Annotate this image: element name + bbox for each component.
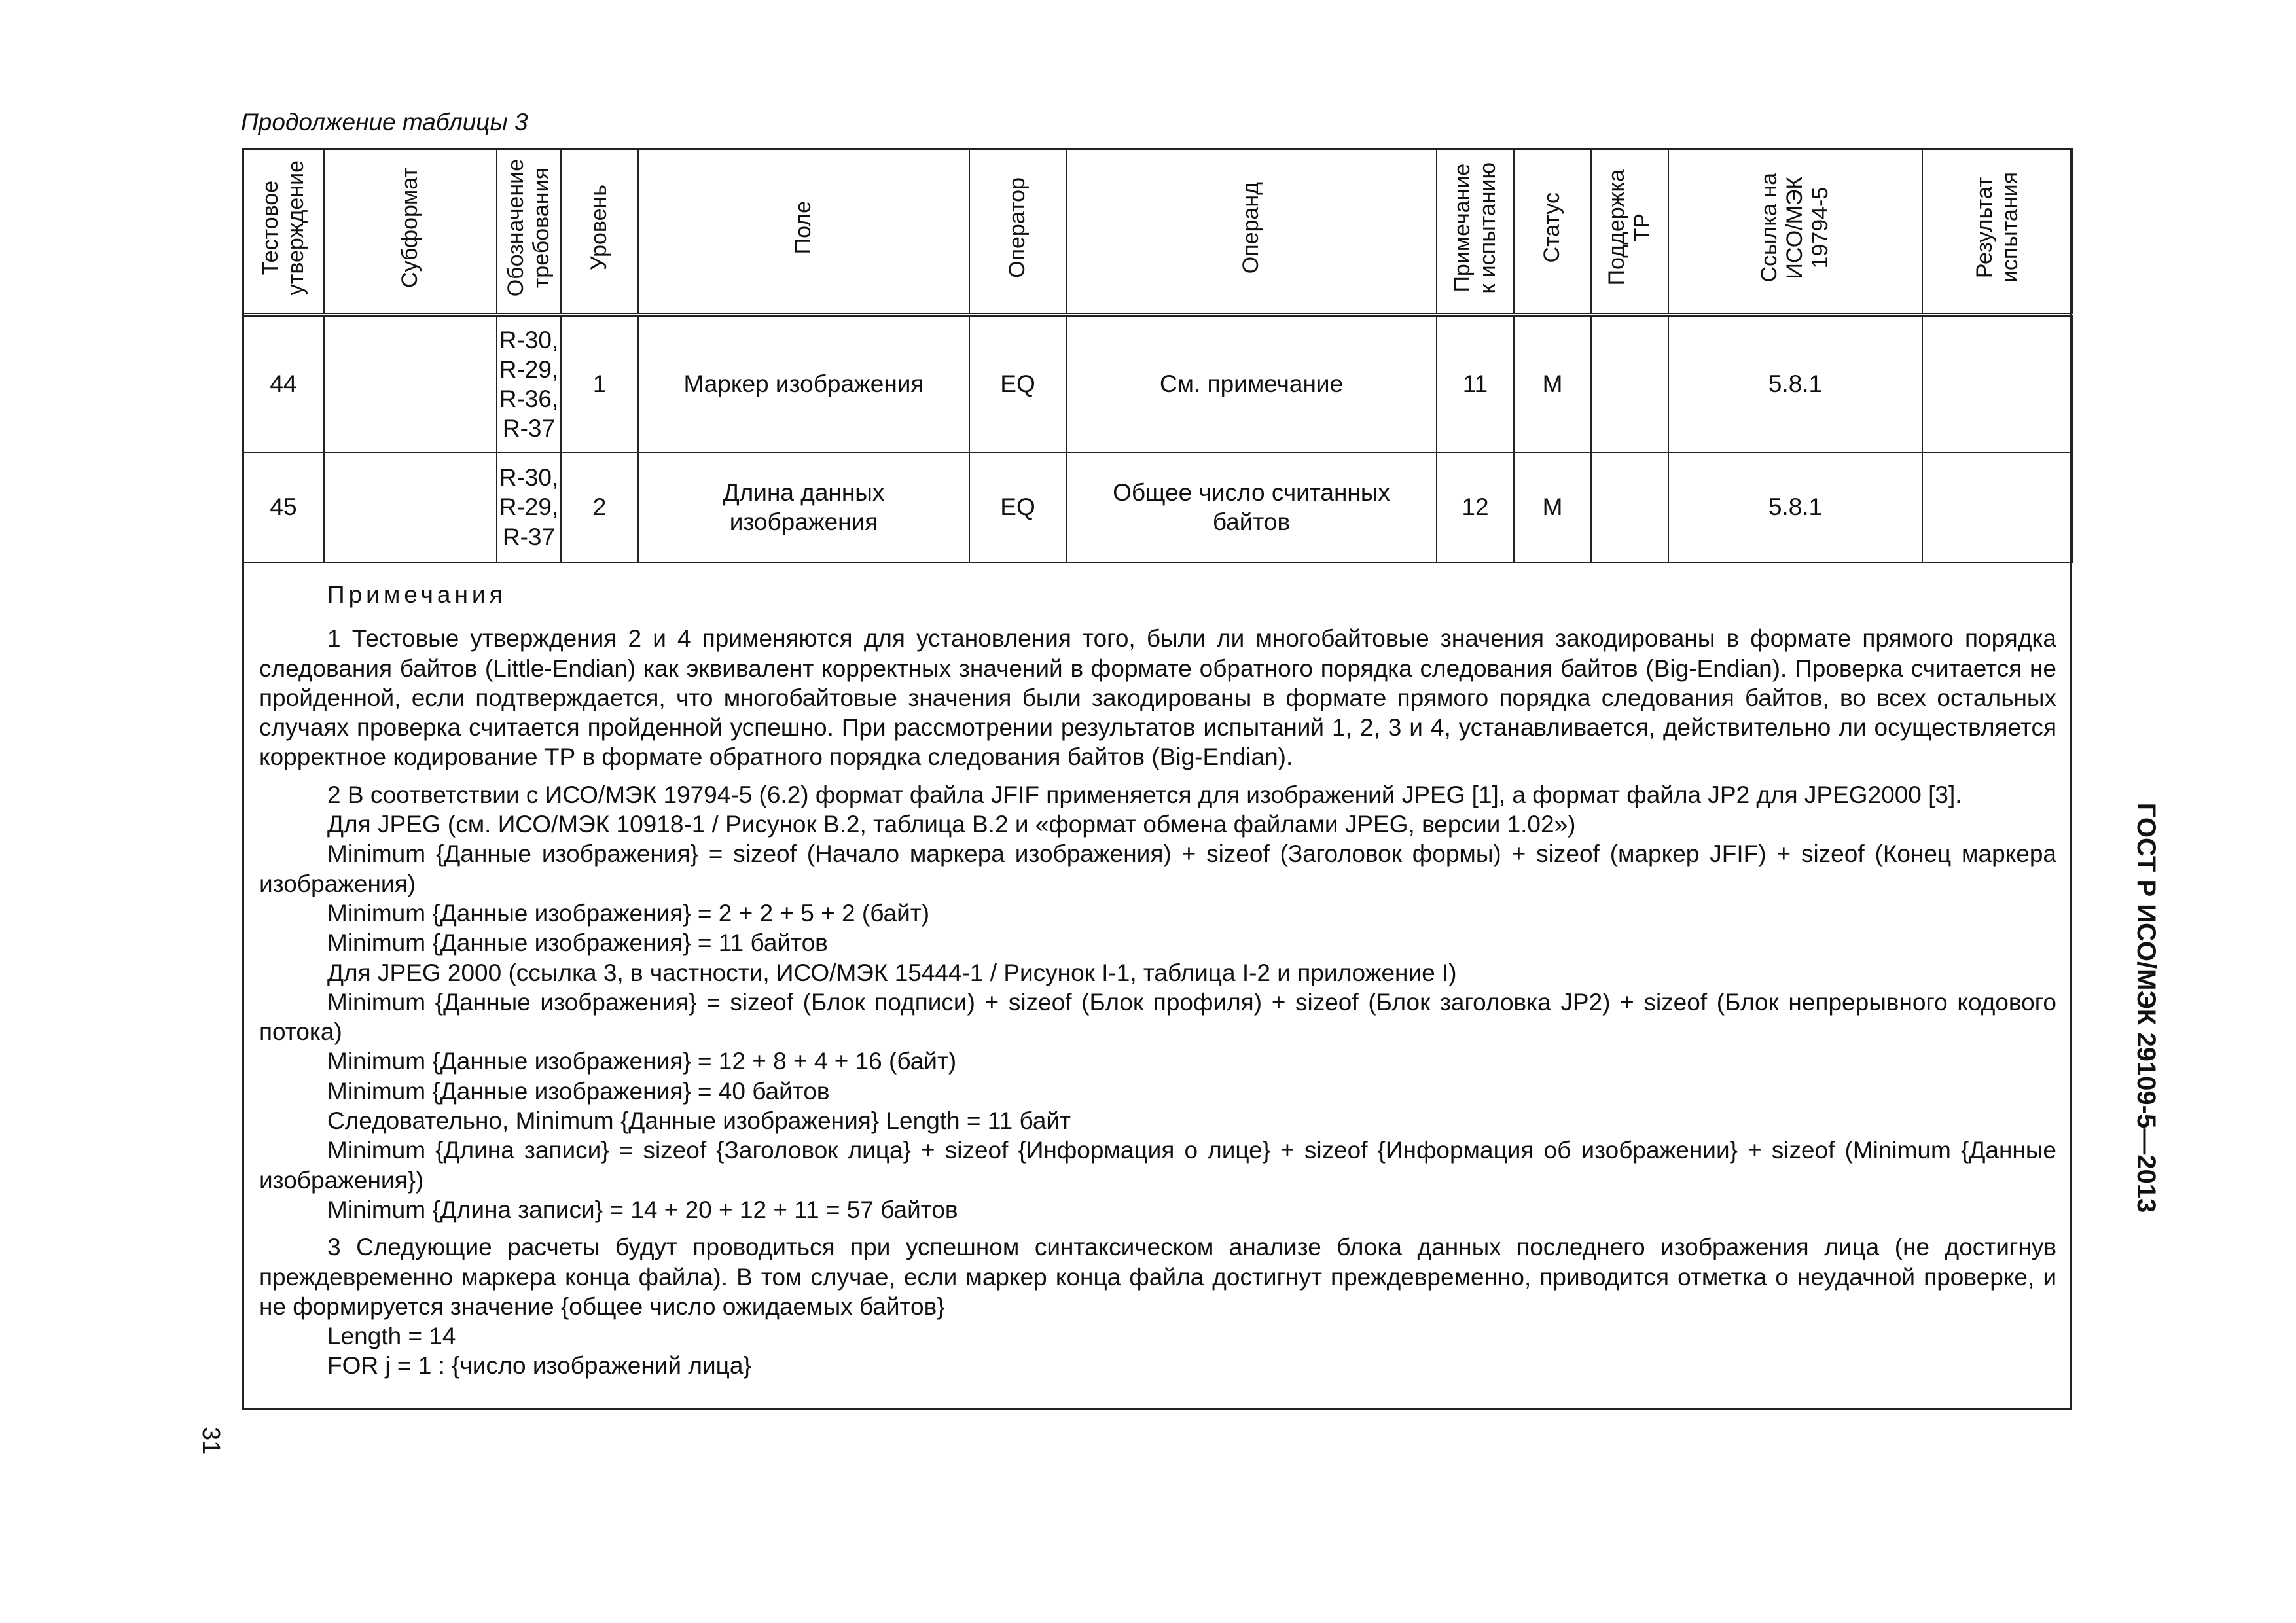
- col-header-subformat: Субформат: [324, 149, 497, 315]
- cell-reference: 5.8.1: [1668, 452, 1922, 562]
- col-header-level: Уровень: [561, 149, 638, 315]
- note-2-line: Minimum {Данные изображения} = 12 + 8 + 4 + 16 (байт): [327, 1048, 957, 1075]
- col-header-field: Поле: [638, 149, 969, 315]
- cell-operator: EQ: [969, 452, 1066, 562]
- col-header-operator: Оператор: [969, 149, 1066, 315]
- cell-test-note: 11: [1437, 315, 1514, 452]
- notes-header: Примечания: [327, 581, 507, 608]
- note-2-line: Для JPEG 2000 (ссылка 3, в частности, ИСО/МЭК 15444-1 / Рисунок I-1, таблица I-2 и приложение I): [327, 959, 1457, 986]
- note-1: 1 Тестовые утверждения 2 и 4 применяются для установления того, были ли многобайтовые значения закодированы в формате прямого порядка следования байтов (Little-Endian) как эквивалент корректных значений в формате обратного порядка следования байтов (Big-Endian). Проверка считается не пройденной, если подтверждается, что многобайтовые значения были закодированы в формате прямого порядка следования байтов, во всех остальных случаях проверка считается пройденной успешно. При рассмотрении результатов испытаний 1, 2, 3 и 4, устанавливается, действительно ли осуществляется корректное кодирование ТР в формате обратного порядка следования байтов (Big-Endian).: [259, 625, 2056, 771]
- note-3-line: Length = 14: [327, 1323, 456, 1350]
- notes-block: [259, 580, 2056, 1381]
- col-header-status: Статус: [1514, 149, 1591, 315]
- note-2-line: Minimum {Данные изображения} = 40 байтов: [327, 1077, 830, 1105]
- note-2-line: Minimum {Данные изображения} = 11 байтов: [327, 929, 828, 957]
- col-header-test: Тестовое утверждение: [243, 149, 324, 315]
- header-row: [243, 149, 2073, 315]
- col-header-operand: Операнд: [1066, 149, 1437, 315]
- note-2: 2 В соответствии с ИСО/МЭК 19794-5 (6.2) формат файла JFIF применяется для изображений JPEG [1], а формат файла JP2 для JPEG2000 [3].: [327, 781, 1962, 808]
- cell-operand: См. примечание: [1066, 315, 1437, 452]
- col-header-requirement: Обозначение требования: [497, 149, 561, 315]
- note-2-line: Minimum {Длина записи} = sizeof {Заголовок лица} + sizeof {Информация о лице} + sizeof {Информация об изображении} + sizeof (Minimum {Данные изображения}): [259, 1137, 2056, 1194]
- cell-reference: 5.8.1: [1668, 315, 1922, 452]
- cell-status: M: [1514, 452, 1591, 562]
- note-2-line: Minimum {Данные изображения} = 2 + 2 + 5 + 2 (байт): [327, 899, 930, 927]
- cell-tp-support: [1591, 452, 1668, 562]
- note-2-line: Minimum {Длина записи} = 14 + 20 + 12 + 11 = 57 байтов: [327, 1196, 958, 1223]
- cell-num: 44: [243, 315, 324, 452]
- note-3-line: FOR j = 1 : {число изображений лица}: [327, 1352, 751, 1380]
- cell-subformat: [324, 315, 497, 452]
- col-header-tp-support: Поддержка ТР: [1591, 149, 1668, 315]
- note-2-line: Для JPEG (см. ИСО/МЭК 10918-1 / Рисунок B.2, таблица B.2 и «формат обмена файлами JPEG, версии 1.02»): [327, 811, 1576, 838]
- note-2-line: Minimum {Данные изображения} = sizeof (Блок подписи) + sizeof (Блок профиля) + sizeof (Блок заголовка JP2) + sizeof (Блок непрерывного кодового потока): [259, 988, 2056, 1046]
- cell-status: M: [1514, 315, 1591, 452]
- requirements-table: [242, 148, 2073, 563]
- cell-subformat: [324, 452, 497, 562]
- cell-num: 45: [243, 452, 324, 562]
- cell-result: [1922, 315, 2073, 452]
- cell-level: 2: [561, 452, 638, 562]
- cell-field: Маркер изображения: [638, 315, 969, 452]
- cell-test-note: 12: [1437, 452, 1514, 562]
- table-caption: Продолжение таблицы 3: [241, 109, 528, 135]
- cell-tp-support: [1591, 315, 1668, 452]
- cell-field: Длина данных изображения: [638, 452, 969, 562]
- col-header-test-note: Примечание к испытанию: [1437, 149, 1514, 315]
- note-2-line: Minimum {Данные изображения} = sizeof (Начало маркера изображения) + sizeof (Заголовок формы) + sizeof (маркер JFIF) + sizeof (Конец маркера изображения): [259, 840, 2056, 897]
- cell-result: [1922, 452, 2073, 562]
- col-header-result: Результат испытания: [1922, 149, 2073, 315]
- cell-operator: EQ: [969, 315, 1066, 452]
- standard-title: ГОСТ Р ИСО/МЭК 29109-5—2013: [2132, 802, 2161, 1213]
- note-2-line: Следовательно, Minimum {Данные изображения} Length = 11 байт: [327, 1107, 1071, 1135]
- cell-operand: Общее число считанных байтов: [1066, 452, 1437, 562]
- note-3: 3 Следующие расчеты будут проводиться при успешном синтаксическом анализе блока данных последнего изображения лица (не достигнув преждевременно маркера конца файла). В том случае, если маркер конца файла достигнут преждевременно, приводится отметка о неудачной проверке, и не формируется значение {общее число ожидаемых байтов}: [259, 1234, 2056, 1320]
- cell-level: 1: [561, 315, 638, 452]
- table-row: [243, 452, 2073, 562]
- cell-requirement: R-30, R-29, R-36, R-37: [497, 315, 561, 452]
- cell-requirement: R-30, R-29, R-37: [497, 452, 561, 562]
- table-row: [243, 315, 2073, 452]
- col-header-reference: Ссылка на ИСО/МЭК 19794-5: [1668, 149, 1922, 315]
- page-number: 31: [197, 1427, 224, 1455]
